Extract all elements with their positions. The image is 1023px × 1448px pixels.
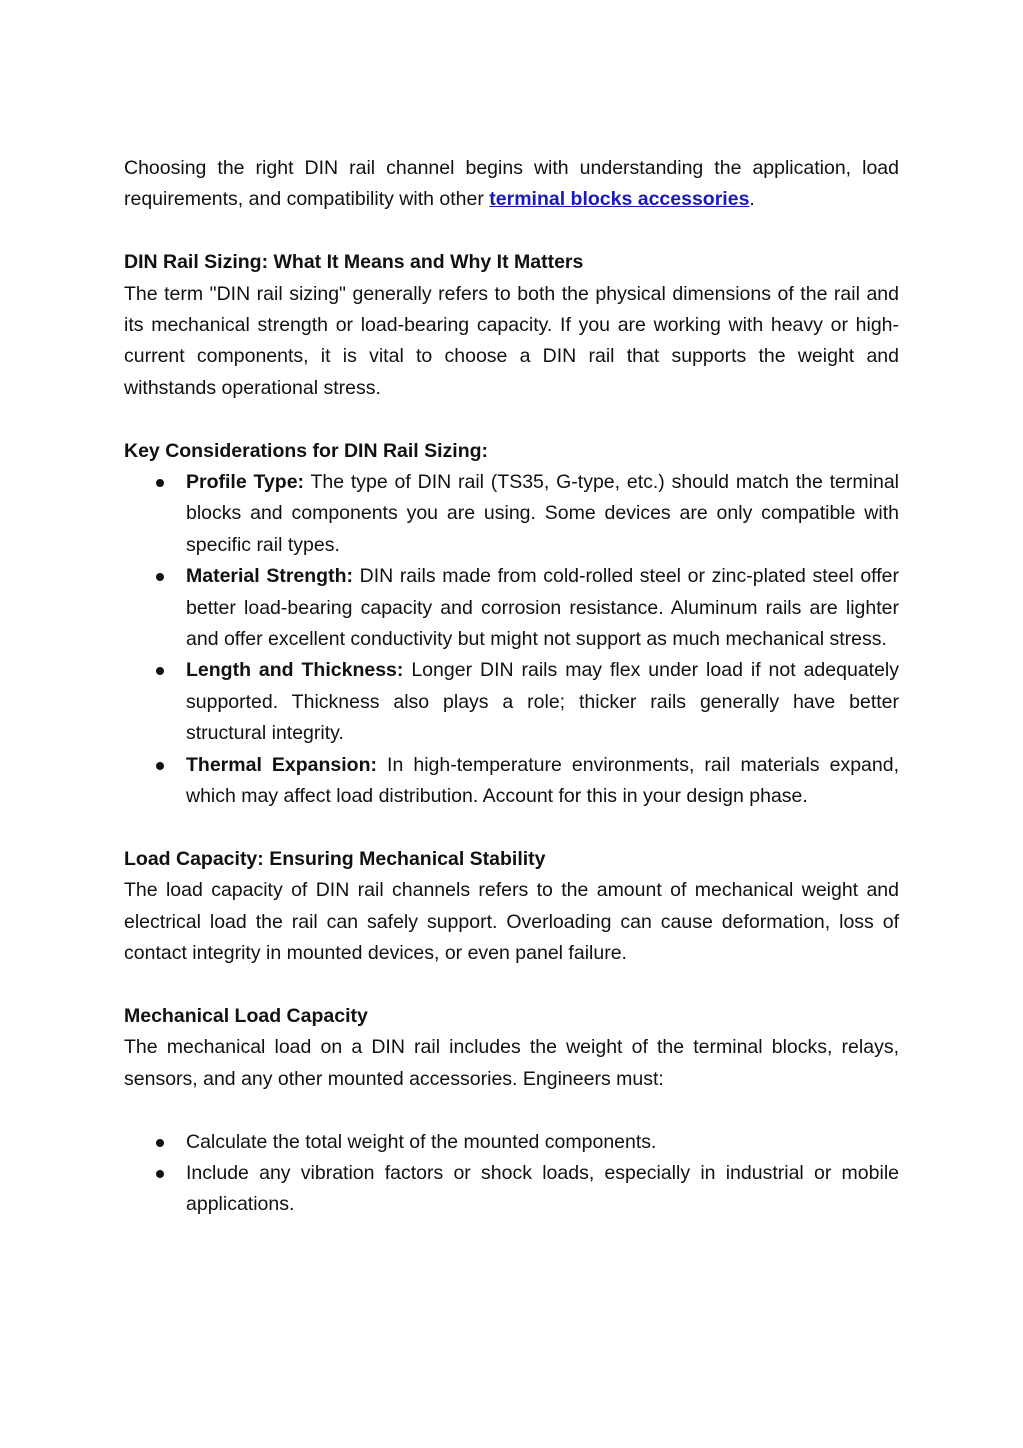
item-text: Calculate the total weight of the mounted components. xyxy=(186,1130,657,1153)
list-item xyxy=(124,1127,899,1158)
document-page xyxy=(124,153,899,1221)
item-label: Profile Type: xyxy=(186,471,305,494)
bullet-icon xyxy=(156,1170,164,1178)
bullet-icon xyxy=(156,762,164,770)
item-label: Material Strength: xyxy=(186,565,353,588)
sizing-paragraph: The term "DIN rail sizing" generally refers to both the physical dimensions of the rail and its mechanical strength or load-bearing capacity. If you are working with heavy or high-current components, it is vital to choose a DIN rail that supports the weight and withstands operational stress. xyxy=(124,282,899,399)
considerations-list xyxy=(124,467,899,812)
mechanical-list xyxy=(124,1127,899,1221)
item-text: DIN rails made from cold-rolled steel or zinc-plated steel offer better load-bearing capacity and corrosion resistance. Aluminum rails are lighter and offer excellent conductivity but might not support as much mechanical stress. xyxy=(186,565,899,651)
bullet-icon xyxy=(156,1139,164,1147)
spacer xyxy=(124,216,899,247)
intro-paragraph xyxy=(124,153,899,216)
list-item xyxy=(124,655,899,749)
spacer xyxy=(124,970,899,1001)
mechanical-paragraph: The mechanical load on a DIN rail includes the weight of the terminal blocks, relays, sensors, and any other mounted accessories. Engineers must: xyxy=(124,1036,899,1090)
list-item xyxy=(124,1158,899,1221)
list-item xyxy=(124,750,899,813)
sizing-heading: DIN Rail Sizing: What It Means and Why It Matters xyxy=(124,251,584,274)
spacer xyxy=(124,404,899,435)
considerations-heading: Key Considerations for DIN Rail Sizing: xyxy=(124,439,489,462)
spacer xyxy=(124,813,899,844)
bullet-icon xyxy=(156,479,164,487)
load-capacity-heading: Load Capacity: Ensuring Mechanical Stability xyxy=(124,847,546,870)
item-text: The type of DIN rail (TS35, G-type, etc.) should match the terminal blocks and components you are using. Some devices are only compatible with specific rail types. xyxy=(186,471,899,556)
mechanical-heading: Mechanical Load Capacity xyxy=(124,1004,368,1027)
load-capacity-paragraph: The load capacity of DIN rail channels refers to the amount of mechanical weight and electrical load the rail can safely support. Overloading can cause deformation, loss of contact integrity in mounted devices, or even panel failure. xyxy=(124,879,899,965)
item-label: Thermal Expansion: xyxy=(186,753,377,776)
terminal-blocks-accessories-link[interactable]: terminal blocks accessories xyxy=(489,188,750,211)
bullet-icon xyxy=(156,667,164,675)
item-text: Longer DIN rails may flex under load if not adequately supported. Thickness also plays a role; thicker rails generally have better structural integrity. xyxy=(186,659,900,745)
item-label: Length and Thickness: xyxy=(186,659,404,682)
bullet-icon xyxy=(156,573,164,581)
item-text: In high-temperature environments, rail materials expand, which may affect load distribution. Account for this in your design phase. xyxy=(186,753,899,808)
intro-period: . xyxy=(749,188,755,211)
spacer xyxy=(124,1095,899,1126)
intro-text: Choosing the right DIN rail channel begins with understanding the application, load requirements, and compatibility with other xyxy=(124,157,899,211)
item-text: Include any vibration factors or shock loads, especially in industrial or mobile applications. xyxy=(186,1161,899,1216)
list-item xyxy=(124,467,899,561)
list-item xyxy=(124,561,899,655)
